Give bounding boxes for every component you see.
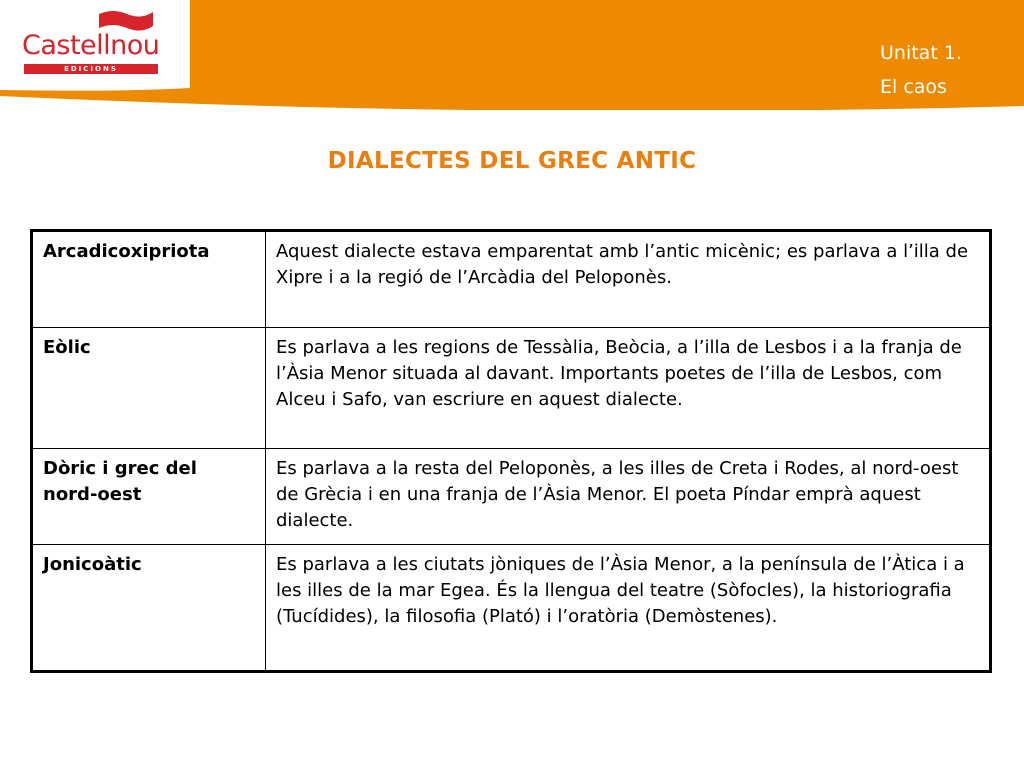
page-title: DIALECTES DEL GREC ANTIC bbox=[327, 148, 697, 174]
unit-topic: El caos bbox=[880, 76, 947, 98]
dialect-name: Jonicoàtic bbox=[32, 545, 266, 672]
table-row bbox=[32, 449, 991, 545]
table-row bbox=[32, 231, 991, 328]
dialect-name: Eòlic bbox=[32, 328, 266, 449]
logo-wordmark: Castellnou bbox=[22, 30, 160, 61]
table-row bbox=[32, 328, 991, 449]
unit-number: Unitat 1. bbox=[880, 42, 962, 64]
dialect-name: Arcadicoxipriota bbox=[32, 231, 266, 328]
logo-subtitle: EDICIONS bbox=[24, 64, 158, 74]
dialect-description: Es parlava a les ciutats jòniques de l’Àsia Menor, a la península de l’Àtica i a les illes de la mar Egea. És la llengua del teatre (Sòfocles), la historiografia (Tucídides), la filosofia (Plató) i l’oratòria (Demòstenes). bbox=[266, 545, 991, 672]
dialect-description: Es parlava a les regions de Tessàlia, Beòcia, a l’illa de Lesbos i a la franja de l’Àsia Menor situada al davant. Importants poetes de l’illa de Lesbos, com Alceu i Safo, van escriure en aquest dialecte. bbox=[266, 328, 991, 449]
publisher-logo bbox=[22, 8, 162, 78]
dialect-name: Dòric i grec del nord-oest bbox=[32, 449, 266, 545]
dialects-table bbox=[30, 229, 992, 673]
unit-label bbox=[880, 36, 962, 104]
table-row bbox=[32, 545, 991, 672]
dialect-description: Aquest dialecte estava emparentat amb l’antic micènic; es parlava a l’illa de Xipre i a la regió de l’Arcàdia del Peloponès. bbox=[266, 231, 991, 328]
dialect-description: Es parlava a la resta del Peloponès, a les illes de Creta i Rodes, al nord-oest de Grècia i en una franja de l’Àsia Menor. El poeta Píndar emprà aquest dialecte. bbox=[266, 449, 991, 545]
